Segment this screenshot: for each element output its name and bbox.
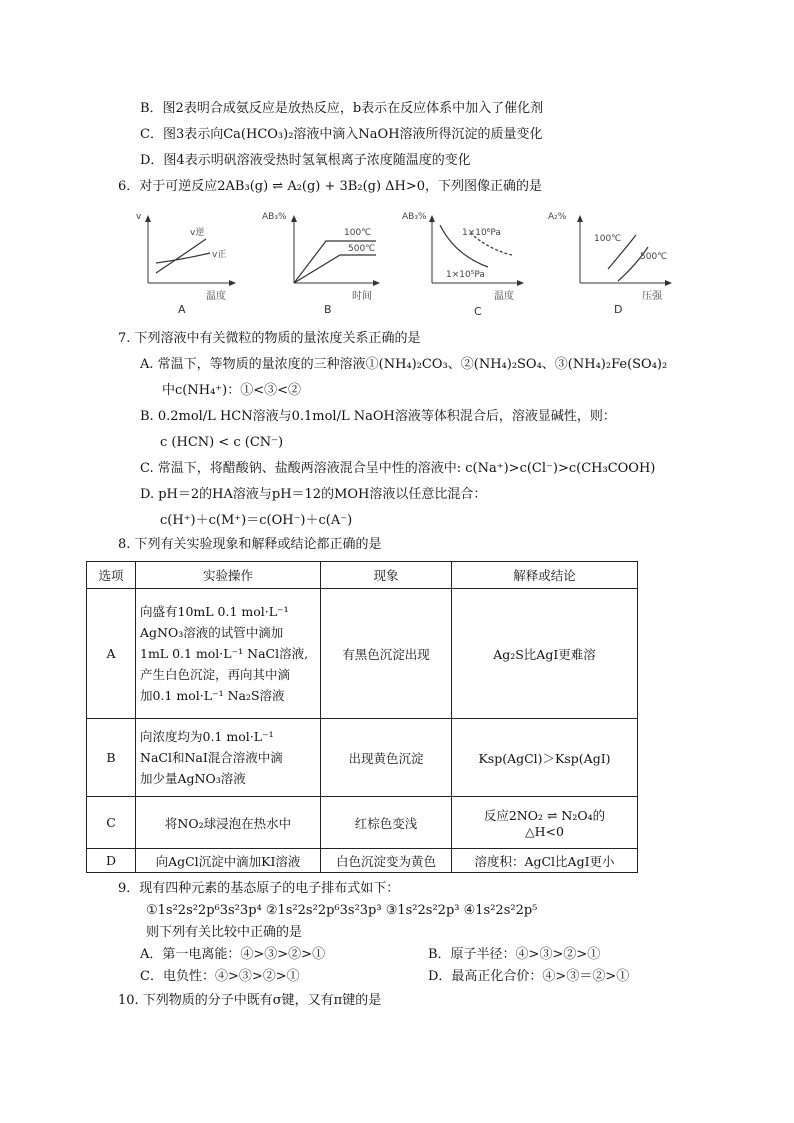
graph-a-xlabel: 温度 bbox=[206, 291, 226, 302]
graph-c-ylabel: AB₃% bbox=[402, 212, 427, 222]
operation-line: 向盛有10mL 0.1 mol·L⁻¹ bbox=[140, 604, 289, 619]
graph-b-curve1: 100℃ bbox=[344, 228, 372, 238]
operation-line: AgNO₃溶液的试管中滴加 bbox=[140, 625, 284, 640]
row-conclusion: 溶度积：AgCl比AgI更小 bbox=[452, 849, 638, 873]
operation-line: 产生白色沉淀，再向其中滴 bbox=[140, 667, 291, 682]
row-option: A bbox=[87, 589, 136, 719]
header-phenomenon: 现象 bbox=[321, 562, 452, 589]
graph-b-letter: B bbox=[324, 303, 332, 315]
question-9-option-d: D．最高正化合价：④>③＝②>① bbox=[428, 969, 630, 984]
graph-c-curve2: 1×10⁵Pa bbox=[446, 270, 485, 280]
question-7-option-d-line1: D. pH＝2的HA溶液与pH＝12的MOH溶液以任意比混合： bbox=[140, 487, 487, 502]
graph-a-letter: A bbox=[178, 303, 186, 315]
header-option: 选项 bbox=[87, 562, 136, 589]
graph-c-curve1: 1×10⁶Pa bbox=[462, 228, 501, 238]
graph-d-ylabel: A₂% bbox=[548, 212, 567, 222]
row-phenomenon: 有黑色沉淀出现 bbox=[321, 589, 452, 719]
question-6-stem: 6．对于可逆反应2AB₃(g) ⇌ A₂(g) + 3B₂(g) ΔH>0，下列图像正确的是 bbox=[118, 179, 543, 194]
graph-b bbox=[262, 212, 380, 315]
option-b-text: B．图2表明合成氨反应是放热反应，b表示在反应体系中加入了催化剂 bbox=[140, 101, 544, 116]
row-option: B bbox=[87, 719, 136, 797]
option-c-text: C．图3表示向Ca(HCO₃)₂溶液中滴入NaOH溶液所得沉淀的质量变化 bbox=[140, 127, 543, 142]
question-8-table bbox=[86, 561, 638, 873]
row-option: D bbox=[87, 849, 136, 873]
graph-a bbox=[136, 212, 236, 315]
table-row bbox=[87, 589, 638, 719]
table-row bbox=[87, 849, 638, 873]
question-7-option-c: C. 常温下，将醋酸钠、盐酸两溶液混合呈中性的溶液中: c(Na⁺)>c(Cl⁻)>c(CH₃COOH) bbox=[140, 461, 656, 476]
question-9-option-a: A．第一电离能：④>③>②>① bbox=[140, 947, 326, 962]
conclusion-line: △H<0 bbox=[525, 824, 564, 839]
question-9-then: 则下列有关比较中正确的是 bbox=[146, 925, 303, 940]
graph-d-xlabel: 压强 bbox=[642, 291, 662, 302]
row-phenomenon: 红棕色变浅 bbox=[321, 797, 452, 849]
row-operation: 将NO₂球浸泡在热水中 bbox=[136, 797, 321, 849]
operation-line: 向浓度均为0.1 mol·L⁻¹ bbox=[140, 729, 274, 744]
question-8-stem: 8. 下列有关实验现象和解释或结论都正确的是 bbox=[118, 537, 382, 552]
table-row bbox=[87, 719, 638, 797]
graph-c-xlabel: 温度 bbox=[494, 291, 514, 302]
operation-line: 加0.1 mol·L⁻¹ Na₂S溶液 bbox=[140, 688, 285, 703]
operation-line: 加少量AgNO₃溶液 bbox=[140, 771, 246, 786]
row-option: C bbox=[87, 797, 136, 849]
graph-c-letter: C bbox=[474, 305, 482, 315]
question-6-graphs bbox=[0, 205, 794, 315]
row-operation: 向AgCl沉淀中滴加KI溶液 bbox=[136, 849, 321, 873]
graph-d-curve1: 100℃ bbox=[594, 234, 622, 244]
row-conclusion: Ksp(AgCl)＞Ksp(AgI) bbox=[452, 719, 638, 797]
question-10-stem: 10. 下列物质的分子中既有σ键，又有π键的是 bbox=[118, 993, 382, 1008]
question-9-configs: ①1s²2s²2p⁶3s²3p⁴ ②1s²2s²2p⁶3s²3p³ ③1s²2s²2p³ ④1s²2s²2p⁵ bbox=[146, 903, 538, 918]
question-9-option-c: C．电负性：④>③>②>① bbox=[140, 969, 300, 984]
question-7-stem: 7. 下列溶液中有关微粒的物质的量浓度关系正确的是 bbox=[118, 331, 421, 346]
graph-b-curve2: 500℃ bbox=[348, 244, 376, 254]
row-operation bbox=[136, 719, 321, 797]
header-conclusion: 解释或结论 bbox=[452, 562, 638, 589]
row-phenomenon: 白色沉淀变为黄色 bbox=[321, 849, 452, 873]
table-header-row bbox=[87, 562, 638, 589]
question-7-option-b-line1: B. 0.2mol/L HCN溶液与0.1mol/L NaOH溶液等体积混合后，溶液显碱性，则： bbox=[140, 409, 616, 424]
row-conclusion: Ag₂S比AgI更难溶 bbox=[452, 589, 638, 719]
graph-b-xlabel: 时间 bbox=[352, 291, 372, 302]
question-7-option-d-line2: c(H⁺)＋c(M⁺)＝c(OH⁻)＋c(A⁻) bbox=[160, 513, 353, 528]
operation-line: NaCl和NaI混合溶液中滴 bbox=[140, 750, 283, 765]
row-operation bbox=[136, 589, 321, 719]
question-7-option-a-line2: 中c(NH₄⁺)：①<③<② bbox=[162, 383, 301, 398]
question-7-option-b-line2: c (HCN) < c (CN⁻) bbox=[160, 435, 284, 450]
graph-a-curve2: v正 bbox=[212, 250, 227, 260]
row-conclusion bbox=[452, 797, 638, 849]
graph-a-curve1: v逆 bbox=[190, 228, 205, 238]
graph-c bbox=[402, 212, 524, 315]
question-9-stem: 9．现有四种元素的基态原子的电子排布式如下： bbox=[118, 881, 400, 896]
conclusion-line: 反应2NO₂ ⇌ N₂O₄的 bbox=[483, 808, 606, 823]
graph-d-letter: D bbox=[614, 303, 623, 315]
row-phenomenon: 出现黄色沉淀 bbox=[321, 719, 452, 797]
option-d-text: D．图4表示明矾溶液受热时氢氧根离子浓度随温度的变化 bbox=[140, 153, 471, 168]
header-operation: 实验操作 bbox=[136, 562, 321, 589]
question-7-option-a-line1: A. 常温下，等物质的量浓度的三种溶液①(NH₄)₂CO₃、②(NH₄)₂SO₄、③(NH₄)₂Fe(SO₄)₂ bbox=[140, 357, 668, 372]
graph-a-ylabel: v bbox=[136, 212, 142, 222]
graph-d-curve2: 500℃ bbox=[640, 252, 668, 262]
question-9-option-b: B．原子半径：④>③>②>① bbox=[428, 947, 601, 962]
operation-line: 1mL 0.1 mol·L⁻¹ NaCl溶液, bbox=[140, 646, 309, 661]
table-row bbox=[87, 797, 638, 849]
graph-b-ylabel: AB₃% bbox=[262, 212, 287, 222]
graph-d bbox=[548, 212, 672, 315]
